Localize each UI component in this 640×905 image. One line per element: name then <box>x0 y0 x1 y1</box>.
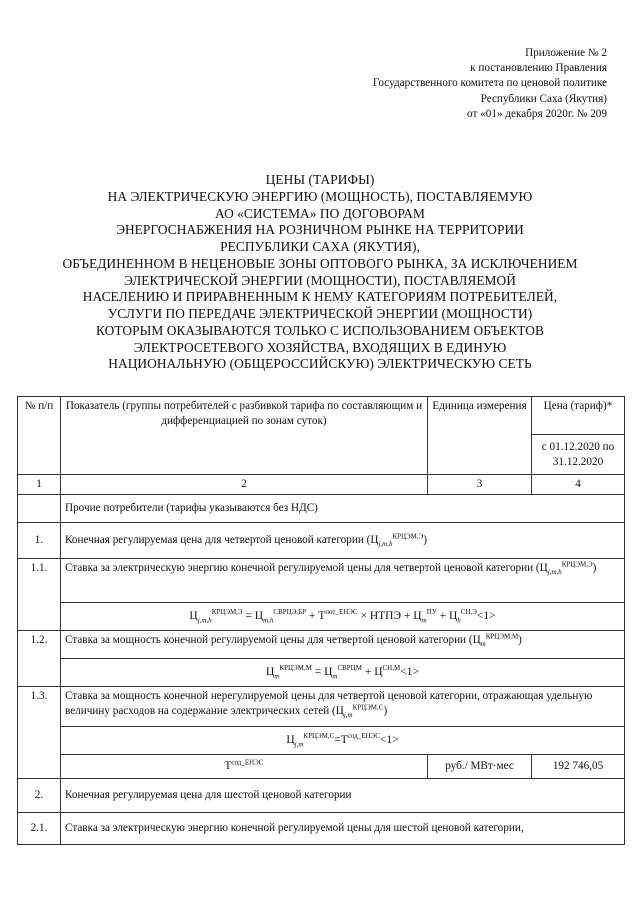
approval-header <box>373 46 607 122</box>
title-line: РЕСПУБЛИКИ САХА (ЯКУТИЯ), <box>220 239 420 254</box>
header-line: от «01» декабря 2020г. № 209 <box>467 107 607 120</box>
header-line: Республики Саха (Якутия) <box>480 92 607 105</box>
row-number: 2. <box>18 779 61 813</box>
title-line: ОБЪЕДИНЕННОМ В НЕЦЕНОВЫЕ ЗОНЫ ОПТОВОГО РЫНКА, ЗА ИСКЛЮЧЕНИЕМ <box>62 255 578 271</box>
row-number: 1. <box>18 523 61 559</box>
group-label: Прочие потребители (тарифы указываются без НДС) <box>61 495 625 523</box>
formula: $Ц_m^{КРЦЭМ,М} = Ц_m^{СВРЦМ} + Ц^{СН,М}<1>$ <box>61 659 625 687</box>
header-line: Государственного комитета по ценовой политике <box>372 77 607 90</box>
row-text-value: Ставка за электрическую энергию конечной регулируемой цены для четвертой ценовой категории ( <box>65 562 540 574</box>
price-value: 192 746,05 <box>532 755 625 779</box>
table-row <box>18 523 625 559</box>
table-row <box>18 779 625 813</box>
table-row <box>18 687 625 727</box>
row-text: Конечная регулируемая цена для четвертой ценовой категории $(Ц_{j,m,h}^{КРЦЭМ,Э})$ <box>61 523 625 559</box>
column-numbers-row <box>18 475 625 495</box>
colnum: 3 <box>428 475 532 495</box>
title-line: ЦЕНЫ (ТАРИФЫ) <box>265 172 375 187</box>
header-period: с 01.12.2020 по 31.12.2020 <box>532 435 625 475</box>
row-number: 1.1. <box>18 559 61 631</box>
formula-row <box>18 727 625 755</box>
row-text: Конечная регулируемая цена для шестой ценовой категории <box>61 779 625 813</box>
row-text: Ставка за мощность конечной нерегулируемой цены для четвертой ценовой категории, отражающая удельную величину расходов на содержание электрических сетей $(Ц_{j,m}^{КРЦЭМ,С})$ <box>61 687 625 727</box>
title-line: ЭНЕРГОСНАБЖЕНИЯ НА РОЗНИЧНОМ РЫНКЕ НА ТЕРРИТОРИИ <box>116 222 524 238</box>
formula: $Ц_{j,m}^{КРЦЭМ,С}=Т^{сод\_ЕНЭС}<1>$ <box>61 727 625 755</box>
row-number: 1.2. <box>18 631 61 687</box>
value-row <box>18 755 625 779</box>
row-text-value: Конечная регулируемая цена для четвертой ценовой категории ( <box>65 534 371 546</box>
header-num: № п/п <box>18 397 61 475</box>
row-number: 1.3. <box>18 687 61 779</box>
header-unit: Единица измерения <box>428 397 532 475</box>
row-text-value: Ставка за мощность конечной нерегулируемой цены для четвертой ценовой категории, отражающая удельную величину расходов на содержание электрических сетей ( <box>65 690 593 717</box>
title-line: НА ЭЛЕКТРИЧЕСКУЮ ЭНЕРГИЮ (МОЩНОСТЬ), ПОСТАВЛЯЕМУЮ <box>107 188 533 204</box>
row-text-value: Ставка за мощность конечной регулируемой цены для четвертой ценовой категории ( <box>65 634 473 646</box>
row-text: Ставка за мощность конечной регулируемой цены для четвертой ценовой категории $(Ц_m^{КРЦЭМ,М})$ <box>61 631 625 659</box>
tariff-table <box>17 396 625 845</box>
title-line: КОТОРЫМ ОКАЗЫВАЮТСЯ ТОЛЬКО С ИСПОЛЬЗОВАНИЕМ ОБЪЕКТОВ <box>96 322 544 338</box>
table-row <box>18 559 625 603</box>
table-row <box>18 813 625 845</box>
formula: $Т^{сод\_ЕНЭС}$ <box>61 755 428 779</box>
colnum: 2 <box>61 475 428 495</box>
header-line: Приложение № 2 <box>525 47 607 59</box>
title-line: ЭЛЕКТРИЧЕСКОЙ ЭНЕРГИИ (МОЩНОСТИ), ПОСТАВЛЯЕМОЙ <box>124 272 516 288</box>
title-line: АО «СИСТЕМА» ПО ДОГОВОРАМ <box>215 205 425 221</box>
row-text: Ставка за электрическую энергию конечной регулируемой цены для шестой ценовой категории, <box>61 813 625 845</box>
header-line: к постановлению Правления <box>470 62 607 75</box>
group-row <box>18 495 625 523</box>
document-title <box>0 172 640 373</box>
title-line: ЭЛЕКТРОСЕТЕВОГО ХОЗЯЙСТВА, ВХОДЯЩИХ В ЕДИНУЮ <box>133 339 507 355</box>
title-line: УСЛУГИ ПО ПЕРЕДАЧЕ ЭЛЕКТРИЧЕСКОЙ ЭНЕРГИИ (МОЩНОСТИ) <box>107 306 533 321</box>
title-line: НАЦИОНАЛЬНУЮ (ОБЩЕРОССИЙСКУЮ) ЭЛЕКТРИЧЕСКУЮ СЕТЬ <box>108 356 532 372</box>
row-number: 2.1. <box>18 813 61 845</box>
header-price: Цена (тариф)* <box>532 397 625 435</box>
row-text: Ставка за электрическую энергию конечной регулируемой цены для четвертой ценовой категории $(Ц_{j,m,h}^{КРЦЭМ,Э})$ <box>61 559 625 603</box>
empty-cell <box>18 495 61 523</box>
colnum: 1 <box>18 475 61 495</box>
colnum: 4 <box>532 475 625 495</box>
table-header-row <box>18 397 625 435</box>
formula: $Ц_{j,m,h}^{КРЦЭМ,Э} = Ц_{m,h}^{СВРЦЭ,БР} + Т^{пот\_ЕНЭС}$ × НТПЭ + $Ц_m^{ПУ} + Ц_h^{СН,Э}<1>$ <box>61 603 625 631</box>
formula-row <box>18 603 625 631</box>
unit-cell: руб./ МВт·мес <box>428 755 532 779</box>
table-row <box>18 631 625 659</box>
header-indicator: Показатель (группы потребителей с разбивкой тарифа по составляющим и дифференциацией по зонам суток) <box>61 397 428 475</box>
formula-row <box>18 659 625 687</box>
title-line: НАСЕЛЕНИЮ И ПРИРАВНЕННЫМ К НЕМУ КАТЕГОРИЯМ ПОТРЕБИТЕЛЕЙ, <box>82 289 558 305</box>
